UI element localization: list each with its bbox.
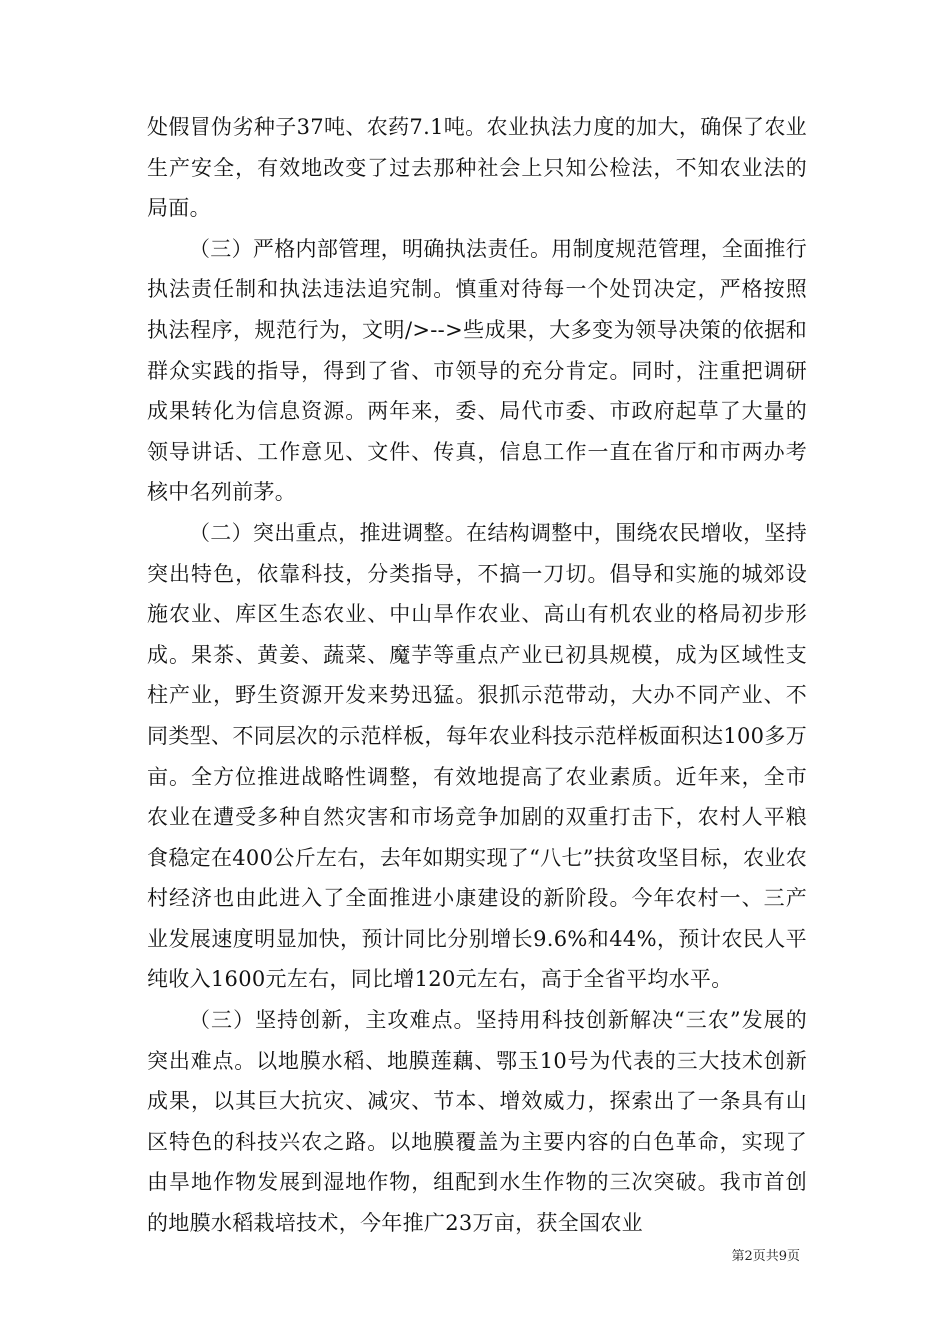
document-body bbox=[147, 107, 807, 1244]
paragraph-2: （三）严格内部管理，明确执法责任。用制度规范管理，全面推行执法责任制和执法违法追究制。慎重对待每一个处罚决定，严格按照执法程序，规范行为，文明/>-->些成果，大多变为领导决策的依据和群众实践的指导，得到了省、市领导的充分肯定。同时，注重把调研成果转化为信息资源。两年来，委、局代市委、市政府起草了大量的领导讲话、工作意见、文件、传真，信息工作一直在省厅和市两办考核中名列前茅。 bbox=[147, 236, 807, 505]
page-number-footer: 第2页共9页 bbox=[731, 1249, 800, 1264]
paragraph-4: （三）坚持创新，主攻难点。坚持用科技创新解决“三农”发展的突出难点。以地膜水稻、地膜莲藕、鄂玉10号为代表的三大技术创新成果，以其巨大抗灾、减灾、节本、增效威力，探索出了一条具有山区特色的科技兴农之路。以地膜覆盖为主要内容的白色革命，实现了由旱地作物发展到湿地作物，组配到水生作物的三次突破。我市首创的地膜水稻栽培技术，今年推广23万亩，获全国农业 bbox=[147, 1008, 807, 1236]
paragraph-3: （二）突出重点，推进调整。在结构调整中，围绕农民增收，坚持突出特色，依靠科技，分类指导，不搞一刀切。倡导和实施的城郊设施农业、库区生态农业、中山旱作农业、高山有机农业的格局初步形成。果茶、黄姜、蔬菜、魔芋等重点产业已初具规模，成为区域性支柱产业，野生资源开发来势迅猛。狠抓示范带动，大办不同产业、不同类型、不同层次的示范样板，每年农业科技示范样板面积达100多万亩。全方位推进战略性调整，有效地提高了农业素质。近年来，全市农业在遭受多种自然灾害和市场竞争加剧的双重打击下，农村人平粮食稳定在400公斤左右，去年如期实现了“八七”扶贫攻坚目标，农业农村经济也由此进入了全面推进小康建设的新阶段。今年农村一、三产业发展速度明显加快，预计同比分别增长9.6%和44%，预计农民人平纯收入1600元左右，同比增120元左右，高于全省平均水平。 bbox=[147, 520, 807, 992]
paragraph-1: 处假冒伪劣种子37吨、农药7.1吨。农业执法力度的加大，确保了农业生产安全，有效地改变了过去那种社会上只知公检法，不知农业法的局面。 bbox=[147, 115, 807, 221]
